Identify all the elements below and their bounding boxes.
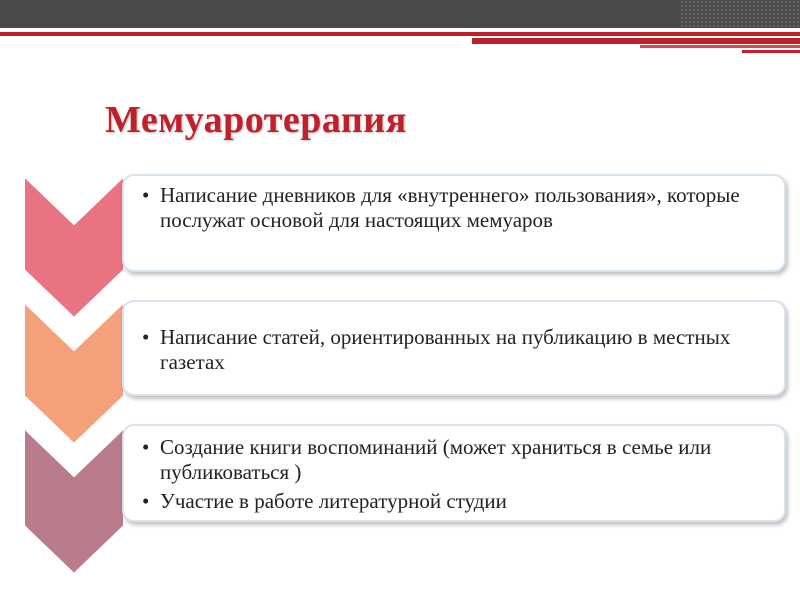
bullet-item: • Создание книги воспоминаний (может храниться в семье или публиковаться ) <box>136 435 770 485</box>
content-box-2 <box>122 300 786 396</box>
accent-line <box>472 38 800 44</box>
chevron-arrow-3 <box>24 428 124 574</box>
chevron-arrow-1 <box>24 176 124 318</box>
accent-line <box>640 45 800 48</box>
content-box-3 <box>122 424 786 522</box>
bullet-item: • Написание дневников для «внутреннего» пользования», которые послужат основой для настоящих мемуаров <box>136 183 770 233</box>
bullet-item: • Написание статей, ориентированных на публикацию в местных газетах <box>136 325 770 375</box>
bullet-item: • Участие в работе литературной студии <box>136 489 770 514</box>
accent-line <box>742 50 800 53</box>
slide-title: Мемуаротерапия <box>105 99 407 141</box>
content-box-1 <box>122 174 786 272</box>
dot-pattern <box>680 0 800 28</box>
chevron-arrow-2 <box>24 302 124 444</box>
top-bar <box>0 0 800 28</box>
accent-line <box>0 32 800 36</box>
